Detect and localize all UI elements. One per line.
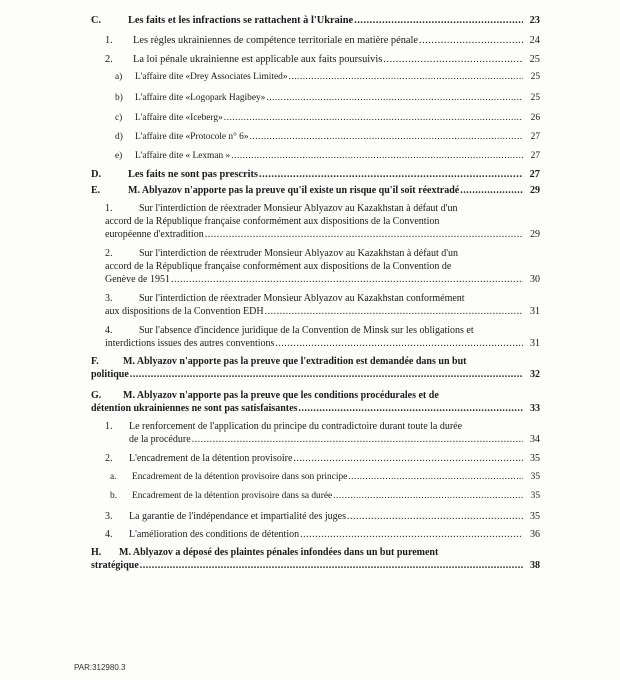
toc-number: 4.: [105, 325, 113, 336]
toc-title-line: de la procédure: [129, 434, 191, 445]
toc-title-line: Genève de 1951: [105, 274, 170, 285]
toc-title-line: accord de la République française conformément aux dispositions de la Convention de: [105, 261, 452, 272]
toc-title-line: Sur l'interdiction de réextruder Monsieur Ablyazov au Kazakhstan à défaut d'un: [139, 248, 459, 259]
toc-title: L'affaire dite «Protocole n° 6»: [135, 132, 249, 142]
toc-number: G.: [91, 390, 102, 401]
toc-title: La loi pénale ukrainienne est applicable aux faits poursuivis: [133, 54, 383, 65]
toc-entry-g-1: [105, 420, 540, 446]
toc-number: 2.: [105, 248, 113, 259]
toc-page-number: 35: [530, 491, 540, 501]
toc-entry-f: [91, 355, 540, 381]
toc-title: L'affaire dite «Iceberg»: [135, 113, 223, 123]
toc-title-line: interdictions issues des autres conventions: [105, 338, 275, 349]
toc-entry-e-1: [105, 202, 540, 241]
toc-entry-c-2-b: [115, 92, 540, 105]
toc-entry-g: [91, 389, 540, 415]
toc-title: L'affaire dite «Logopark Hagibey»: [135, 93, 266, 103]
toc-entry-g-3: [105, 510, 540, 523]
document-reference: PAR:312980.3: [74, 663, 126, 672]
toc-page-number: 25: [529, 54, 540, 65]
toc-number: 1.: [105, 203, 113, 214]
toc-title-line: M. Ablyazov n'apporte pas la preuve que l'extradition est demandée dans un but: [123, 356, 467, 367]
toc-page-number: 34: [530, 434, 540, 445]
toc-page-number: 25: [530, 93, 540, 103]
toc-number: e): [115, 151, 123, 161]
toc-entry-h: [91, 546, 540, 572]
toc-title: L'encadrement de la détention provisoire: [129, 453, 293, 464]
toc-title: La garantie de l'indépendance et impartialité des juges: [129, 511, 346, 522]
toc-number: 3.: [105, 293, 113, 304]
toc-title-line: Sur l'interdiction de réextrader Monsieur Ablyazov au Kazakhstan conformément: [139, 293, 465, 304]
toc-page-number: 36: [530, 529, 540, 540]
toc-number: C.: [91, 15, 102, 26]
toc-entry-g-2-b: [110, 490, 540, 503]
toc-title-line: M. Ablyazov a déposé des plaintes pénales infondées dans un but purement: [119, 547, 439, 558]
toc-title-line: Sur l'absence d'incidence juridique de la Convention de Minsk sur les obligations et: [139, 325, 474, 336]
toc-page-number: 25: [530, 72, 540, 82]
toc-number: 4.: [105, 529, 113, 540]
toc-number: c): [115, 113, 123, 123]
toc-number: 3.: [105, 511, 113, 522]
toc-number: a): [115, 72, 123, 82]
toc-title-line: M. Ablyazov n'apporte pas la preuve que les conditions procédurales et de: [123, 390, 439, 401]
toc-page-number: 32: [530, 369, 540, 380]
toc-entry-c-2-d: [115, 131, 540, 144]
toc-page-number: 24: [529, 35, 540, 46]
toc-title: Les règles ukrainiennes de compétence territoriale en matière pénale: [133, 35, 419, 46]
toc-page-number: 27: [530, 132, 540, 142]
toc-entry-d: [91, 168, 540, 181]
toc-page-number: 29: [530, 229, 540, 240]
toc-entry-c-1: [105, 34, 540, 47]
toc-title-line: accord de la République française conformément aux dispositions de la Convention: [105, 216, 440, 227]
toc-entry-e-2: [105, 247, 540, 286]
toc-page-number: 31: [530, 338, 540, 349]
toc-page-number: 29: [530, 185, 540, 196]
toc-number: E.: [91, 185, 101, 196]
toc-page-number: 23: [529, 15, 540, 26]
toc-page-number: 27: [529, 169, 540, 180]
toc-page-number: 30: [530, 274, 540, 285]
toc-entry-e-3: [105, 292, 540, 318]
toc-title: Encadrement de la détention provisoire dans son principe: [132, 472, 348, 482]
toc-title: Les faits ne sont pas prescrits: [128, 169, 258, 180]
toc-number: b): [115, 93, 123, 103]
toc-number: 1.: [105, 421, 113, 432]
toc-title-line: Sur l'interdiction de réextrader Monsieur Ablyazov au Kazakhstan à défaut d'un: [139, 203, 458, 214]
toc-title: M. Ablyazov n'apporte pas la preuve qu'il existe un risque qu'il soit réextradé: [128, 185, 460, 196]
toc-title: Les faits et les infractions se rattachent à l'Ukraine: [128, 15, 354, 26]
toc-number: 1.: [105, 35, 113, 46]
toc-title: L'amélioration des conditions de détention: [129, 529, 300, 540]
toc-number: 2.: [105, 453, 113, 464]
toc-number: d): [115, 132, 123, 142]
toc-title-line: détention ukrainiennes ne sont pas satisfaisantes: [91, 403, 298, 414]
toc-number: a.: [110, 472, 117, 482]
toc-title-line: stratégique: [91, 560, 139, 571]
toc-title-line: Le renforcement de l'application du principe du contradictoire durant toute la durée: [129, 421, 463, 432]
toc-page-number: 26: [530, 113, 540, 123]
toc-page-number: 33: [530, 403, 540, 414]
toc-entry-c: [91, 14, 540, 27]
toc-page-number: 35: [530, 511, 540, 522]
toc-number: b.: [110, 491, 118, 501]
toc-entry-c-2-a: [115, 71, 540, 84]
toc-entry-c-2-c: [115, 112, 540, 125]
toc-entry-g-4: [105, 528, 540, 541]
toc-title: Encadrement de la détention provisoire dans sa durée: [132, 491, 333, 501]
toc-title-line: européenne d'extradition: [105, 229, 204, 240]
toc-entry-c-2: [105, 53, 540, 66]
toc-page-number: 35: [530, 453, 540, 464]
toc-title-line: aux dispositions de la Convention EDH: [105, 306, 264, 317]
toc-page-number: 35: [530, 472, 540, 482]
toc-entry-g-2-a: [110, 471, 540, 484]
toc-entry-c-2-e: [115, 150, 540, 163]
toc-entry-g-2: [105, 452, 540, 465]
toc-title: L'affaire dite «Drey Associates Limited»: [135, 72, 288, 82]
toc-title: L'affaire dite « Lexman »: [135, 151, 231, 161]
toc-page-number: 27: [530, 151, 540, 161]
toc-number: 2.: [105, 54, 113, 65]
toc-number: F.: [91, 356, 99, 367]
toc-number: D.: [91, 169, 102, 180]
toc-page-number: 31: [530, 306, 540, 317]
toc-title-line: politique: [91, 369, 129, 380]
toc-entry-e: [91, 184, 540, 197]
toc-entry-e-4: [105, 324, 540, 350]
toc-number: H.: [91, 547, 102, 558]
toc-page-number: 38: [530, 560, 540, 571]
